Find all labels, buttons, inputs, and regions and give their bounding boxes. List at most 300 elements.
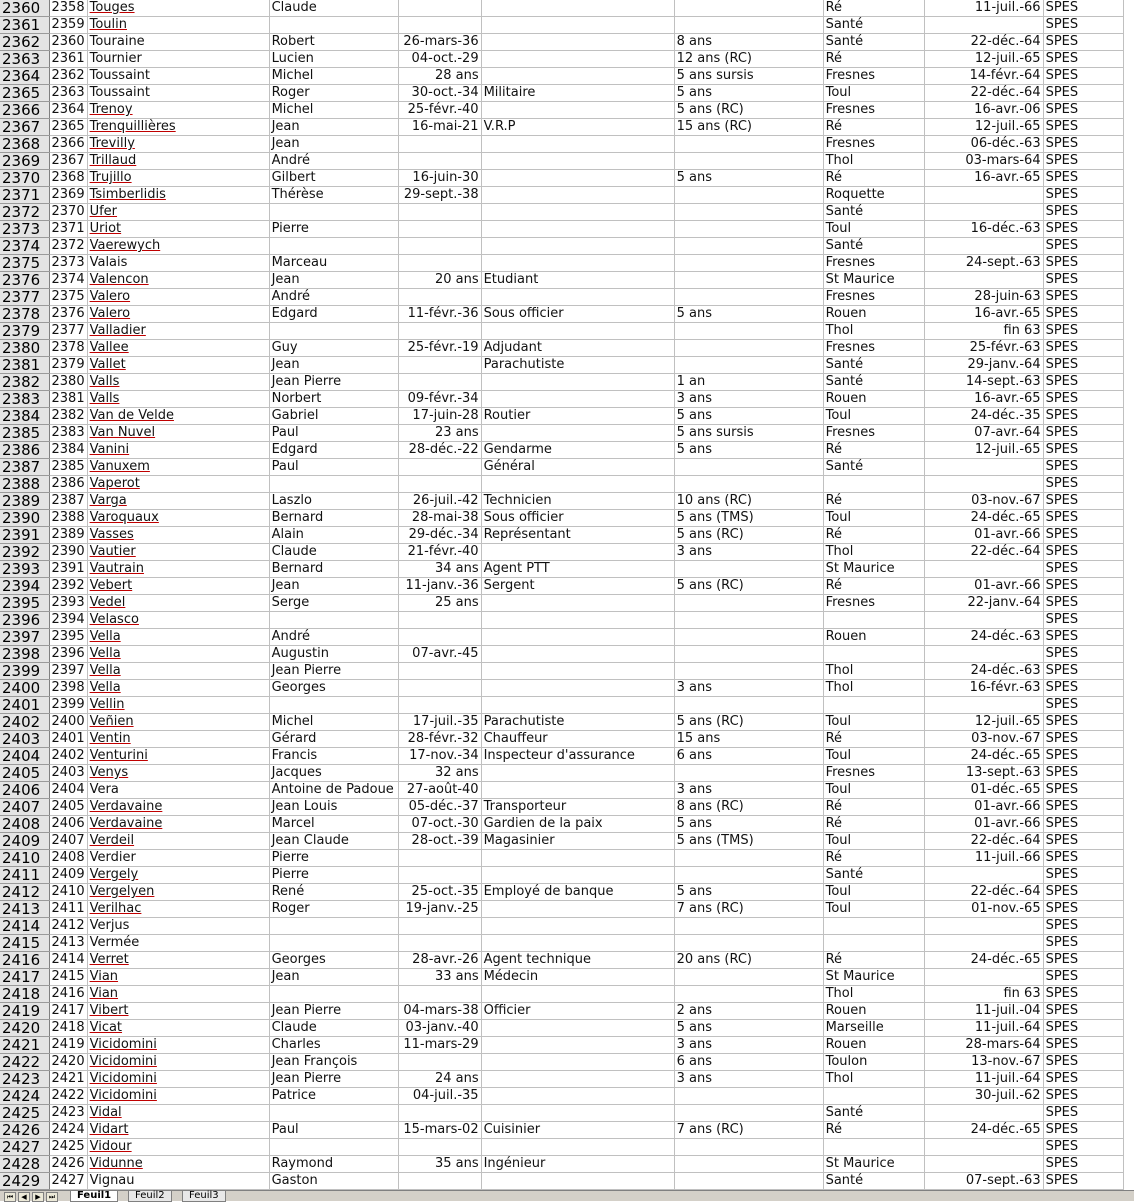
profession-cell[interactable] — [481, 340, 674, 357]
birth-cell[interactable] — [398, 408, 481, 425]
profession-cell[interactable] — [481, 0, 674, 17]
firstname-cell[interactable] — [269, 1105, 398, 1122]
firstname-cell[interactable] — [269, 255, 398, 272]
row-header[interactable] — [0, 986, 49, 1003]
category-cell[interactable] — [1043, 272, 1123, 289]
birth-cell[interactable] — [398, 102, 481, 119]
surname-cell[interactable] — [87, 493, 269, 510]
id-cell[interactable] — [49, 1122, 87, 1139]
birth-cell[interactable] — [398, 221, 481, 238]
row-header[interactable] — [0, 1054, 49, 1071]
id-cell[interactable] — [49, 663, 87, 680]
profession-cell[interactable] — [481, 952, 674, 969]
surname-cell[interactable] — [87, 748, 269, 765]
category-cell[interactable] — [1043, 850, 1123, 867]
surname-cell[interactable] — [87, 884, 269, 901]
surname-cell[interactable] — [87, 1020, 269, 1037]
firstname-cell[interactable] — [269, 1139, 398, 1156]
row-header[interactable] — [0, 340, 49, 357]
sentence-cell[interactable] — [674, 969, 823, 986]
id-cell[interactable] — [49, 510, 87, 527]
category-cell[interactable] — [1043, 493, 1123, 510]
row-header[interactable] — [0, 102, 49, 119]
date-cell[interactable] — [924, 578, 1043, 595]
firstname-cell[interactable] — [269, 782, 398, 799]
id-cell[interactable] — [49, 17, 87, 34]
date-cell[interactable] — [924, 391, 1043, 408]
id-cell[interactable] — [49, 68, 87, 85]
id-cell[interactable] — [49, 289, 87, 306]
sentence-cell[interactable] — [674, 34, 823, 51]
firstname-cell[interactable] — [269, 1003, 398, 1020]
category-cell[interactable] — [1043, 697, 1123, 714]
profession-cell[interactable] — [481, 476, 674, 493]
surname-cell[interactable] — [87, 799, 269, 816]
birth-cell[interactable] — [398, 17, 481, 34]
id-cell[interactable] — [49, 799, 87, 816]
profession-cell[interactable] — [481, 748, 674, 765]
date-cell[interactable] — [924, 204, 1043, 221]
profession-cell[interactable] — [481, 306, 674, 323]
category-cell[interactable] — [1043, 102, 1123, 119]
date-cell[interactable] — [924, 51, 1043, 68]
category-cell[interactable] — [1043, 357, 1123, 374]
firstname-cell[interactable] — [269, 901, 398, 918]
row-header[interactable] — [0, 51, 49, 68]
sentence-cell[interactable] — [674, 170, 823, 187]
surname-cell[interactable] — [87, 272, 269, 289]
profession-cell[interactable] — [481, 289, 674, 306]
sentence-cell[interactable] — [674, 527, 823, 544]
category-cell[interactable] — [1043, 1003, 1123, 1020]
surname-cell[interactable] — [87, 850, 269, 867]
birth-cell[interactable] — [398, 799, 481, 816]
date-cell[interactable] — [924, 68, 1043, 85]
prison-cell[interactable] — [823, 935, 924, 952]
firstname-cell[interactable] — [269, 102, 398, 119]
sentence-cell[interactable] — [674, 986, 823, 1003]
profession-cell[interactable] — [481, 1088, 674, 1105]
row-header[interactable] — [0, 442, 49, 459]
prison-cell[interactable] — [823, 493, 924, 510]
firstname-cell[interactable] — [269, 765, 398, 782]
date-cell[interactable] — [924, 221, 1043, 238]
firstname-cell[interactable] — [269, 493, 398, 510]
firstname-cell[interactable] — [269, 986, 398, 1003]
sentence-cell[interactable] — [674, 850, 823, 867]
profession-cell[interactable] — [481, 459, 674, 476]
birth-cell[interactable] — [398, 1088, 481, 1105]
firstname-cell[interactable] — [269, 221, 398, 238]
row-header[interactable] — [0, 1088, 49, 1105]
prison-cell[interactable] — [823, 646, 924, 663]
surname-cell[interactable] — [87, 867, 269, 884]
profession-cell[interactable] — [481, 680, 674, 697]
firstname-cell[interactable] — [269, 697, 398, 714]
row-header[interactable] — [0, 595, 49, 612]
surname-cell[interactable] — [87, 765, 269, 782]
surname-cell[interactable] — [87, 476, 269, 493]
profession-cell[interactable] — [481, 68, 674, 85]
row-header[interactable] — [0, 323, 49, 340]
row-header[interactable] — [0, 119, 49, 136]
firstname-cell[interactable] — [269, 1071, 398, 1088]
firstname-cell[interactable] — [269, 748, 398, 765]
firstname-cell[interactable] — [269, 1020, 398, 1037]
firstname-cell[interactable] — [269, 51, 398, 68]
profession-cell[interactable] — [481, 153, 674, 170]
tab-feuil3[interactable]: Feuil3 — [182, 1191, 226, 1202]
row-header[interactable] — [0, 782, 49, 799]
category-cell[interactable] — [1043, 1071, 1123, 1088]
id-cell[interactable] — [49, 578, 87, 595]
date-cell[interactable] — [924, 306, 1043, 323]
prison-cell[interactable] — [823, 986, 924, 1003]
date-cell[interactable] — [924, 255, 1043, 272]
surname-cell[interactable] — [87, 833, 269, 850]
firstname-cell[interactable] — [269, 612, 398, 629]
prison-cell[interactable] — [823, 425, 924, 442]
row-header[interactable] — [0, 34, 49, 51]
sentence-cell[interactable] — [674, 136, 823, 153]
category-cell[interactable] — [1043, 374, 1123, 391]
birth-cell[interactable] — [398, 1105, 481, 1122]
firstname-cell[interactable] — [269, 408, 398, 425]
sentence-cell[interactable] — [674, 935, 823, 952]
date-cell[interactable] — [924, 544, 1043, 561]
id-cell[interactable] — [49, 153, 87, 170]
firstname-cell[interactable] — [269, 595, 398, 612]
id-cell[interactable] — [49, 561, 87, 578]
profession-cell[interactable] — [481, 969, 674, 986]
prison-cell[interactable] — [823, 595, 924, 612]
profession-cell[interactable] — [481, 782, 674, 799]
profession-cell[interactable] — [481, 1173, 674, 1190]
sentence-cell[interactable] — [674, 374, 823, 391]
profession-cell[interactable] — [481, 612, 674, 629]
category-cell[interactable] — [1043, 442, 1123, 459]
date-cell[interactable] — [924, 374, 1043, 391]
firstname-cell[interactable] — [269, 833, 398, 850]
prison-cell[interactable] — [823, 1088, 924, 1105]
category-cell[interactable] — [1043, 952, 1123, 969]
row-header[interactable] — [0, 493, 49, 510]
firstname-cell[interactable] — [269, 1122, 398, 1139]
id-cell[interactable] — [49, 697, 87, 714]
tab-feuil2[interactable]: Feuil2 — [128, 1191, 172, 1202]
row-header[interactable] — [0, 850, 49, 867]
row-header[interactable] — [0, 833, 49, 850]
profession-cell[interactable] — [481, 255, 674, 272]
id-cell[interactable] — [49, 1173, 87, 1190]
profession-cell[interactable] — [481, 544, 674, 561]
surname-cell[interactable] — [87, 289, 269, 306]
date-cell[interactable] — [924, 1105, 1043, 1122]
id-cell[interactable] — [49, 34, 87, 51]
profession-cell[interactable] — [481, 850, 674, 867]
firstname-cell[interactable] — [269, 544, 398, 561]
prison-cell[interactable] — [823, 153, 924, 170]
date-cell[interactable] — [924, 969, 1043, 986]
date-cell[interactable] — [924, 646, 1043, 663]
sentence-cell[interactable] — [674, 85, 823, 102]
date-cell[interactable] — [924, 748, 1043, 765]
birth-cell[interactable] — [398, 289, 481, 306]
prison-cell[interactable] — [823, 867, 924, 884]
prison-cell[interactable] — [823, 731, 924, 748]
surname-cell[interactable] — [87, 442, 269, 459]
birth-cell[interactable] — [398, 663, 481, 680]
category-cell[interactable] — [1043, 748, 1123, 765]
birth-cell[interactable] — [398, 527, 481, 544]
firstname-cell[interactable] — [269, 442, 398, 459]
sentence-cell[interactable] — [674, 816, 823, 833]
row-header[interactable] — [0, 527, 49, 544]
id-cell[interactable] — [49, 1020, 87, 1037]
sentence-cell[interactable] — [674, 697, 823, 714]
tab-feuil1[interactable]: Feuil1 — [70, 1191, 118, 1202]
sentence-cell[interactable] — [674, 952, 823, 969]
category-cell[interactable] — [1043, 799, 1123, 816]
birth-cell[interactable] — [398, 170, 481, 187]
row-header[interactable] — [0, 799, 49, 816]
id-cell[interactable] — [49, 612, 87, 629]
prison-cell[interactable] — [823, 1139, 924, 1156]
id-cell[interactable] — [49, 1003, 87, 1020]
surname-cell[interactable] — [87, 102, 269, 119]
firstname-cell[interactable] — [269, 952, 398, 969]
firstname-cell[interactable] — [269, 289, 398, 306]
prison-cell[interactable] — [823, 1105, 924, 1122]
birth-cell[interactable] — [398, 425, 481, 442]
prison-cell[interactable] — [823, 578, 924, 595]
sentence-cell[interactable] — [674, 1071, 823, 1088]
sentence-cell[interactable] — [674, 833, 823, 850]
birth-cell[interactable] — [398, 816, 481, 833]
profession-cell[interactable] — [481, 986, 674, 1003]
prison-cell[interactable] — [823, 612, 924, 629]
prison-cell[interactable] — [823, 119, 924, 136]
prison-cell[interactable] — [823, 204, 924, 221]
row-header[interactable] — [0, 1020, 49, 1037]
id-cell[interactable] — [49, 884, 87, 901]
id-cell[interactable] — [49, 136, 87, 153]
birth-cell[interactable] — [398, 748, 481, 765]
id-cell[interactable] — [49, 1105, 87, 1122]
birth-cell[interactable] — [398, 153, 481, 170]
date-cell[interactable] — [924, 901, 1043, 918]
profession-cell[interactable] — [481, 1156, 674, 1173]
category-cell[interactable] — [1043, 136, 1123, 153]
date-cell[interactable] — [924, 425, 1043, 442]
category-cell[interactable] — [1043, 1173, 1123, 1190]
sentence-cell[interactable] — [674, 1105, 823, 1122]
id-cell[interactable] — [49, 272, 87, 289]
date-cell[interactable] — [924, 884, 1043, 901]
surname-cell[interactable] — [87, 595, 269, 612]
date-cell[interactable] — [924, 170, 1043, 187]
row-header[interactable] — [0, 306, 49, 323]
profession-cell[interactable] — [481, 646, 674, 663]
category-cell[interactable] — [1043, 918, 1123, 935]
surname-cell[interactable] — [87, 731, 269, 748]
firstname-cell[interactable] — [269, 357, 398, 374]
firstname-cell[interactable] — [269, 578, 398, 595]
sentence-cell[interactable] — [674, 459, 823, 476]
surname-cell[interactable] — [87, 391, 269, 408]
id-cell[interactable] — [49, 238, 87, 255]
row-header[interactable] — [0, 272, 49, 289]
date-cell[interactable] — [924, 119, 1043, 136]
surname-cell[interactable] — [87, 408, 269, 425]
sentence-cell[interactable] — [674, 204, 823, 221]
birth-cell[interactable] — [398, 1054, 481, 1071]
prison-cell[interactable] — [823, 1003, 924, 1020]
surname-cell[interactable] — [87, 680, 269, 697]
firstname-cell[interactable] — [269, 153, 398, 170]
sentence-cell[interactable] — [674, 595, 823, 612]
surname-cell[interactable] — [87, 969, 269, 986]
sentence-cell[interactable] — [674, 493, 823, 510]
category-cell[interactable] — [1043, 680, 1123, 697]
id-cell[interactable] — [49, 1054, 87, 1071]
prison-cell[interactable] — [823, 289, 924, 306]
sentence-cell[interactable] — [674, 663, 823, 680]
birth-cell[interactable] — [398, 459, 481, 476]
surname-cell[interactable] — [87, 510, 269, 527]
date-cell[interactable] — [924, 680, 1043, 697]
date-cell[interactable] — [924, 1020, 1043, 1037]
date-cell[interactable] — [924, 0, 1043, 17]
prison-cell[interactable] — [823, 102, 924, 119]
date-cell[interactable] — [924, 510, 1043, 527]
row-header[interactable] — [0, 1071, 49, 1088]
date-cell[interactable] — [924, 799, 1043, 816]
id-cell[interactable] — [49, 969, 87, 986]
date-cell[interactable] — [924, 1054, 1043, 1071]
sentence-cell[interactable] — [674, 17, 823, 34]
birth-cell[interactable] — [398, 374, 481, 391]
prison-cell[interactable] — [823, 782, 924, 799]
birth-cell[interactable] — [398, 255, 481, 272]
sentence-cell[interactable] — [674, 323, 823, 340]
profession-cell[interactable] — [481, 238, 674, 255]
birth-cell[interactable] — [398, 782, 481, 799]
sentence-cell[interactable] — [674, 782, 823, 799]
birth-cell[interactable] — [398, 357, 481, 374]
id-cell[interactable] — [49, 85, 87, 102]
surname-cell[interactable] — [87, 17, 269, 34]
profession-cell[interactable] — [481, 510, 674, 527]
birth-cell[interactable] — [398, 646, 481, 663]
id-cell[interactable] — [49, 357, 87, 374]
birth-cell[interactable] — [398, 1122, 481, 1139]
date-cell[interactable] — [924, 782, 1043, 799]
sentence-cell[interactable] — [674, 901, 823, 918]
date-cell[interactable] — [924, 527, 1043, 544]
row-header[interactable] — [0, 816, 49, 833]
date-cell[interactable] — [924, 102, 1043, 119]
prison-cell[interactable] — [823, 51, 924, 68]
sentence-cell[interactable] — [674, 442, 823, 459]
sentence-cell[interactable] — [674, 1088, 823, 1105]
prison-cell[interactable] — [823, 561, 924, 578]
date-cell[interactable] — [924, 238, 1043, 255]
surname-cell[interactable] — [87, 306, 269, 323]
firstname-cell[interactable] — [269, 323, 398, 340]
category-cell[interactable] — [1043, 969, 1123, 986]
prison-cell[interactable] — [823, 340, 924, 357]
date-cell[interactable] — [924, 850, 1043, 867]
birth-cell[interactable] — [398, 187, 481, 204]
birth-cell[interactable] — [398, 884, 481, 901]
firstname-cell[interactable] — [269, 17, 398, 34]
surname-cell[interactable] — [87, 34, 269, 51]
id-cell[interactable] — [49, 901, 87, 918]
row-header[interactable] — [0, 391, 49, 408]
date-cell[interactable] — [924, 1139, 1043, 1156]
date-cell[interactable] — [924, 1122, 1043, 1139]
surname-cell[interactable] — [87, 663, 269, 680]
profession-cell[interactable] — [481, 935, 674, 952]
birth-cell[interactable] — [398, 391, 481, 408]
profession-cell[interactable] — [481, 187, 674, 204]
row-header[interactable] — [0, 1105, 49, 1122]
firstname-cell[interactable] — [269, 884, 398, 901]
row-header[interactable] — [0, 459, 49, 476]
row-header[interactable] — [0, 680, 49, 697]
prison-cell[interactable] — [823, 884, 924, 901]
category-cell[interactable] — [1043, 867, 1123, 884]
id-cell[interactable] — [49, 493, 87, 510]
row-header[interactable] — [0, 646, 49, 663]
id-cell[interactable] — [49, 374, 87, 391]
firstname-cell[interactable] — [269, 374, 398, 391]
category-cell[interactable] — [1043, 170, 1123, 187]
sentence-cell[interactable] — [674, 510, 823, 527]
date-cell[interactable] — [924, 663, 1043, 680]
prison-cell[interactable] — [823, 918, 924, 935]
row-header[interactable] — [0, 884, 49, 901]
prison-cell[interactable] — [823, 765, 924, 782]
date-cell[interactable] — [924, 17, 1043, 34]
date-cell[interactable] — [924, 493, 1043, 510]
firstname-cell[interactable] — [269, 935, 398, 952]
birth-cell[interactable] — [398, 1156, 481, 1173]
row-header[interactable] — [0, 952, 49, 969]
id-cell[interactable] — [49, 731, 87, 748]
profession-cell[interactable] — [481, 323, 674, 340]
firstname-cell[interactable] — [269, 340, 398, 357]
surname-cell[interactable] — [87, 221, 269, 238]
prison-cell[interactable] — [823, 952, 924, 969]
firstname-cell[interactable] — [269, 68, 398, 85]
profession-cell[interactable] — [481, 221, 674, 238]
id-cell[interactable] — [49, 833, 87, 850]
row-header[interactable] — [0, 0, 49, 17]
id-cell[interactable] — [49, 986, 87, 1003]
id-cell[interactable] — [49, 850, 87, 867]
sentence-cell[interactable] — [674, 714, 823, 731]
sentence-cell[interactable] — [674, 1139, 823, 1156]
row-header[interactable] — [0, 425, 49, 442]
prison-cell[interactable] — [823, 629, 924, 646]
firstname-cell[interactable] — [269, 136, 398, 153]
birth-cell[interactable] — [398, 323, 481, 340]
birth-cell[interactable] — [398, 1139, 481, 1156]
row-header[interactable] — [0, 204, 49, 221]
date-cell[interactable] — [924, 731, 1043, 748]
